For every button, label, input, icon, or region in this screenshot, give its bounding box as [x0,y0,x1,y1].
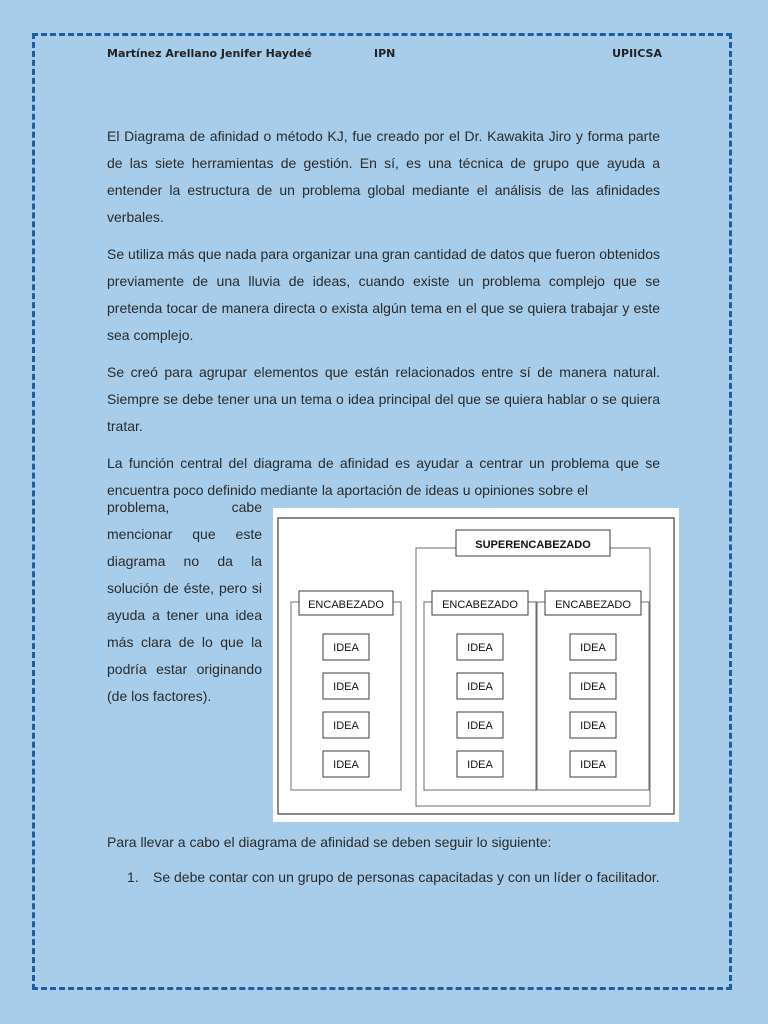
paragraph-3: Se creó para agrupar elementos que están relacionados entre sí de manera natural. Siempre se debe tener una un tema o idea principal del que se quiera hablar o se quiera tratar. [107,364,660,434]
group-header-label: ENCABEZADO [308,599,384,611]
header-institution: IPN [374,47,396,60]
idea-label: IDEA [333,642,359,654]
idea-label: IDEA [467,642,493,654]
steps-section [107,829,660,891]
document-body [107,123,660,810]
idea-label: IDEA [333,681,359,693]
idea-label: IDEA [467,681,493,693]
list-item [107,864,660,891]
step-number: 1. [127,869,139,885]
affinity-diagram [273,508,679,822]
step-text: Se debe contar con un grupo de personas capacitadas y con un líder o facilitador. [153,869,660,885]
idea-label: IDEA [333,759,359,771]
idea-label: IDEA [580,681,606,693]
page-header [107,47,662,65]
steps-list [107,864,660,891]
idea-label: IDEA [580,642,606,654]
header-author: Martínez Arellano Jenifer Haydeé [107,47,312,60]
idea-label: IDEA [467,759,493,771]
paragraph-1: El Diagrama de afinidad o método KJ, fue creado por el Dr. Kawakita Jiro y forma parte de las siete herramientas de gestión. En sí, es una técnica de grupo que ayuda a entender la estructura de un problema global mediante el análisis de las afinidades verbales. [107,128,660,225]
header-school: UPIICSA [612,47,662,60]
group-header-label: ENCABEZADO [442,599,518,611]
idea-label: IDEA [580,759,606,771]
super-header-label: SUPERENCABEZADO [475,539,591,551]
affinity-diagram-svg [273,508,679,822]
idea-label: IDEA [333,720,359,732]
idea-label: IDEA [467,720,493,732]
group-header-label: ENCABEZADO [555,599,631,611]
idea-label: IDEA [580,720,606,732]
steps-intro: Para llevar a cabo el diagrama de afinidad se deben seguir lo siguiente: [107,834,552,850]
paragraph-4-continued: problema, cabe mencionar que este diagrama no da la solución de éste, pero si ayuda a tener una idea más clara de lo que la podría estar originando (de los factores). [107,499,262,704]
text-with-diagram [107,494,660,810]
paragraph-4: La función central del diagrama de afinidad es ayudar a centrar un problema que se encuentra poco definido mediante la aportación de ideas u opiniones sobre el [107,455,660,498]
paragraph-2: Se utiliza más que nada para organizar una gran cantidad de datos que fueron obtenidos previamente de una lluvia de ideas, cuando existe un problema complejo que se pretenda tocar de manera directa o exista algún tema en el que se quiera trabajar y este sea complejo. [107,246,660,343]
